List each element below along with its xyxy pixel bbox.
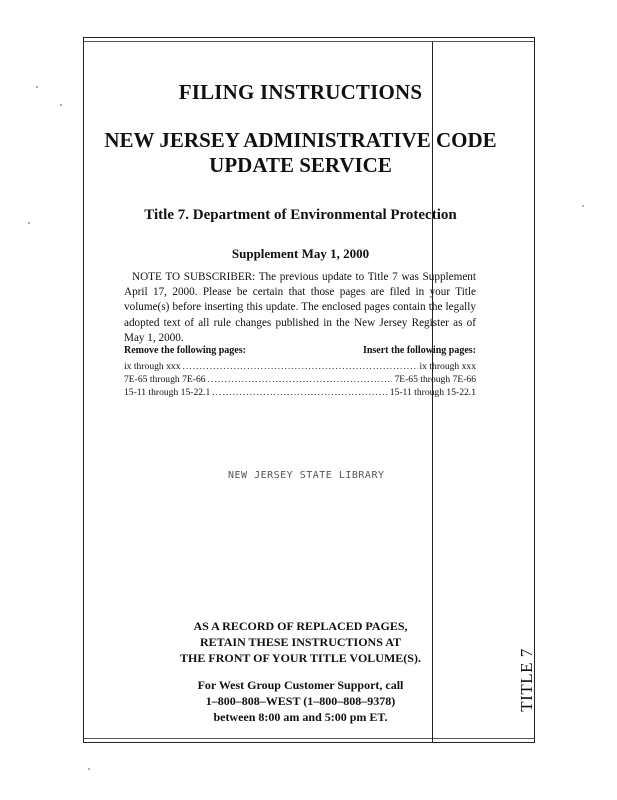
title-tab <box>518 630 535 730</box>
support-info <box>83 677 518 725</box>
supplement-date: Supplement May 1, 2000 <box>231 246 370 261</box>
frame-bottom-rule <box>84 738 534 739</box>
remove-pages-cell: ix through xxx <box>124 361 181 372</box>
record-notice-line-3: THE FRONT OF YOUR TITLE VOLUME(S). <box>180 651 421 665</box>
department-heading: Title 7. Department of Environmental Protection <box>144 207 457 223</box>
remove-pages-cell: 7E-65 through 7E-66 <box>124 374 206 385</box>
table-row <box>124 360 476 373</box>
leader-dots <box>212 386 388 399</box>
code-title <box>83 128 518 178</box>
subscriber-note: NOTE TO SUBSCRIBER: The previous update to Title 7 was Supplement April 17, 2000. Please be certain that those pages are filed in your Title volume(s) before inserting this update. The enclosed pages contain the legally adopted text of all rule changes published in the New Jersey Register as of May 1, 2000. <box>124 271 476 344</box>
insert-pages-cell: ix through xxx <box>419 361 476 372</box>
scan-speck <box>88 768 90 770</box>
support-line-1: For West Group Customer Support, call <box>197 678 404 692</box>
scan-speck <box>36 86 38 88</box>
title-tab-label: TITLE 7 <box>516 648 536 712</box>
record-notice <box>83 618 518 666</box>
code-title-line-1: NEW JERSEY ADMINISTRATIVE CODE <box>104 128 497 152</box>
scan-speck <box>582 205 584 207</box>
scan-speck <box>60 104 62 106</box>
insert-pages-header: Insert the following pages: <box>362 345 476 356</box>
frame-top-rule <box>84 41 534 42</box>
pages-table-header <box>124 345 476 356</box>
insert-pages-cell: 15-11 through 15-22.1 <box>389 387 476 398</box>
remove-pages-header: Remove the following pages: <box>124 345 246 356</box>
code-title-line-2: UPDATE SERVICE <box>209 153 392 177</box>
support-hours: between 8:00 am and 5:00 pm ET. <box>213 710 388 724</box>
remove-pages-cell: 15-11 through 15-22.1 <box>124 387 211 398</box>
scan-speck <box>28 222 30 224</box>
support-phone: 1–800–808–WEST (1–800–808–9378) <box>205 694 396 708</box>
leader-dots <box>183 360 418 373</box>
pages-table <box>124 360 476 399</box>
record-notice-line-2: RETAIN THESE INSTRUCTIONS AT <box>199 635 402 649</box>
table-row <box>124 386 476 399</box>
library-stamp: NEW JERSEY STATE LIBRARY <box>228 470 385 481</box>
record-notice-line-1: AS A RECORD OF REPLACED PAGES, <box>193 619 408 633</box>
table-row <box>124 373 476 386</box>
insert-pages-cell: 7E-65 through 7E-66 <box>394 374 476 385</box>
document-title: FILING INSTRUCTIONS <box>178 80 423 104</box>
leader-dots <box>208 373 393 386</box>
